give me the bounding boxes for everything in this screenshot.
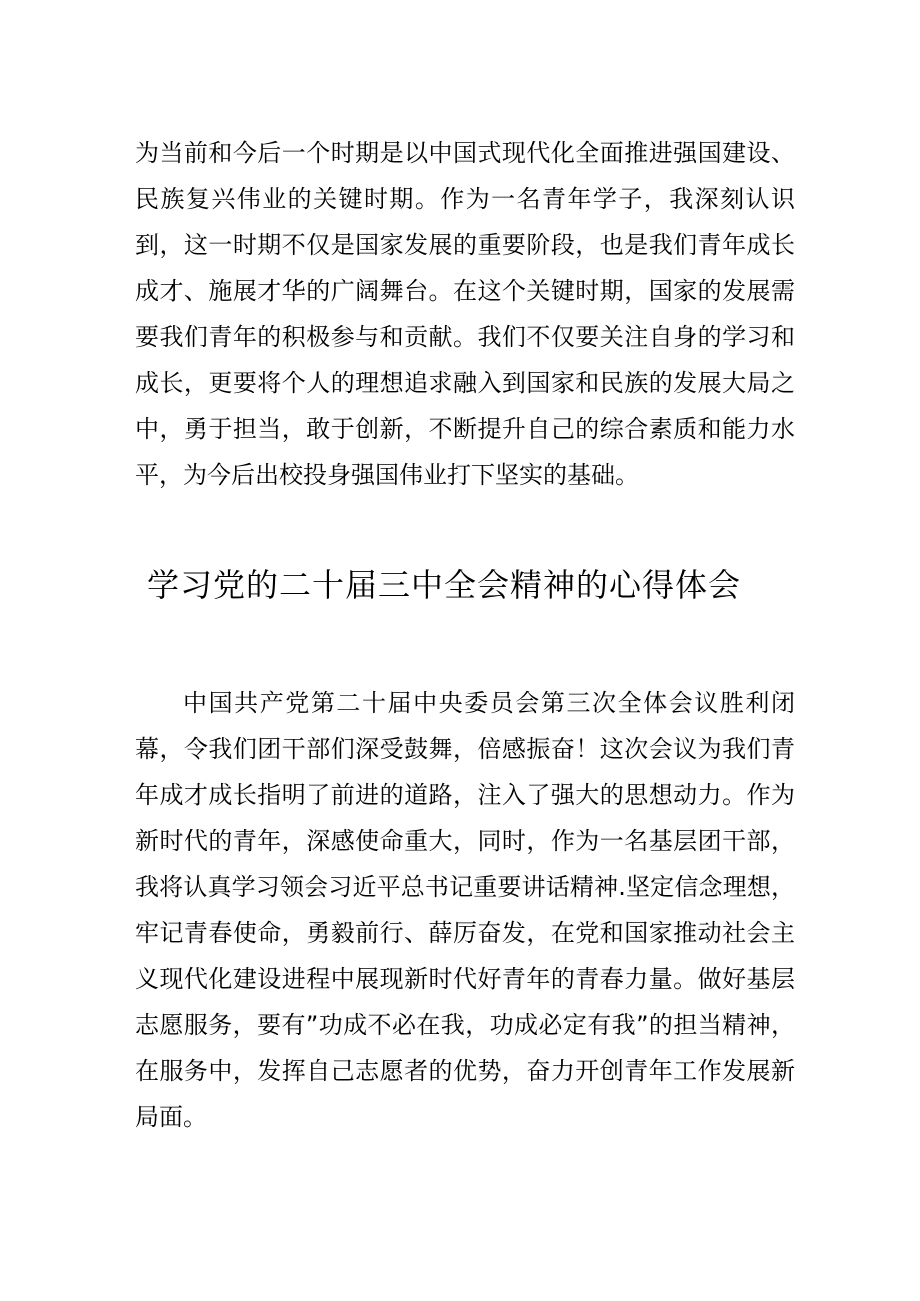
body-paragraph-continued: 为当前和今后一个时期是以中国式现代化全面推进强国建设、民族复兴伟业的关键时期。作为一名青年学子，我深刻认识到，这一时期不仅是国家发展的重要阶段，也是我们青年成长成才、施展才华的广阔舞台。在这个关键时期，国家的发展需要我们青年的积极参与和贡献。我们不仅要关注自身的学习和成长，更要将个人的理想追求融入到国家和民族的发展大局之中，勇于担当，敢于创新，不断提升自己的综合素质和能力水平，为今后出校投身强国伟业打下坚实的基础。: [135, 139, 795, 489]
section-heading: 学习党的二十届三中全会精神的心得体会: [147, 566, 742, 604]
body-paragraph: 中国共产党第二十届中央委员会第三次全体会议胜利闭幕，令我们团干部们深受鼓舞，倍感振奋！这次会议为我们青年成才成长指明了前进的道路，注入了强大的思想动力。作为新时代的青年，深感使命重大，同时，作为一名基层团干部，我将认真学习领会习近平总书记重要讲话精神.坚定信念理想，牢记青春使命，勇毅前行、薛厉奋发，在党和国家推动社会主义现代化建设进程中展现新时代好青年的青春力量。做好基层志愿服务，要有”功成不必在我，功成必定有我”的担当精神，在服务中，发挥自己志愿者的优势，奋力开创青年工作发展新局面。: [135, 689, 795, 1131]
